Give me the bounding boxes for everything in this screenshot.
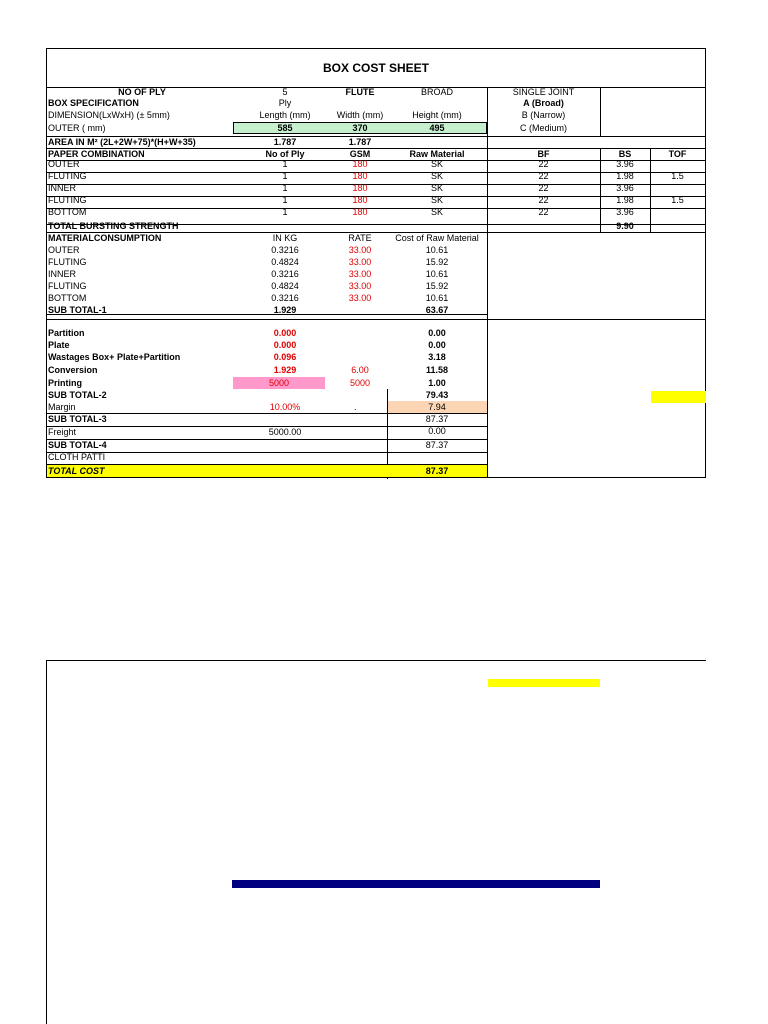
paper-row-gsm: 180 [352, 207, 368, 217]
paper-row-bf: 22 [538, 159, 549, 169]
paper-combination-header: PAPER COMBINATION [48, 149, 145, 159]
flute-label: FLUTE [345, 87, 375, 97]
material-row-rate: 33.00 [348, 257, 372, 267]
subtotal1-cost: 63.67 [425, 305, 449, 315]
material-row-layer: OUTER [48, 245, 80, 255]
paper-row-bs: 1.98 [616, 195, 634, 205]
paper-row-layer: OUTER [48, 159, 80, 169]
wastage-kg: 0.096 [273, 352, 297, 362]
outer-label: OUTER ( mm) [48, 123, 106, 133]
dimension-label: DIMENSION(LxWxH) (± 5mm) [48, 110, 170, 120]
conversion-rate: 6.00 [351, 365, 369, 375]
rate-header: RATE [348, 233, 372, 243]
partition-label: Partition [48, 328, 85, 338]
material-row-cost: 15.92 [425, 257, 449, 267]
material-row-rate: 33.00 [348, 245, 372, 255]
conversion-cost: 11.58 [425, 365, 449, 375]
paper-row-ply: 1 [282, 207, 288, 217]
subtotal2-label: SUB TOTAL-2 [48, 390, 107, 400]
area-label: AREA IN M² (2L+2W+75)*(H+W+35) [48, 137, 196, 147]
no-of-ply-value: 5 [282, 87, 288, 97]
paper-row-tof: 1.5 [671, 171, 684, 181]
material-row-rate: 33.00 [348, 269, 372, 279]
in-kg-header: IN KG [272, 233, 298, 243]
material-row-kg: 0.3216 [271, 269, 299, 279]
material-row-kg: 0.4824 [271, 281, 299, 291]
flute-c: C (Medium) [519, 123, 567, 133]
subtotal1-label: SUB TOTAL-1 [48, 305, 107, 315]
material-row-layer: FLUTING [48, 257, 87, 267]
paper-row-raw-material: SK [430, 183, 443, 193]
sheet-title: BOX COST SHEET [322, 61, 429, 75]
total-cost-value: 87.37 [425, 466, 449, 476]
paper-row-ply: 1 [282, 171, 288, 181]
subtotal3-value: 87.37 [425, 414, 449, 424]
paper-row-gsm: 180 [352, 171, 368, 181]
paper-row-bs: 1.98 [616, 171, 634, 181]
wastage-cost: 3.18 [428, 352, 446, 362]
partition-kg: 0.000 [273, 328, 297, 338]
subtotal4-label: SUB TOTAL-4 [48, 440, 107, 450]
flute-value: BROAD [420, 87, 453, 97]
paper-row-ply: 1 [282, 183, 288, 193]
material-row-kg: 0.3216 [271, 245, 299, 255]
subtotal1-kg: 1.929 [273, 305, 297, 315]
total-bs-value: 9.90 [616, 221, 634, 231]
paper-row-raw-material: SK [430, 159, 443, 169]
paper-row-raw-material: SK [430, 207, 443, 217]
flute-b: B (Narrow) [521, 110, 566, 120]
freight-label: Freight [48, 427, 77, 437]
subtotal3-label: SUB TOTAL-3 [48, 414, 107, 424]
conversion-kg: 1.929 [273, 365, 297, 375]
paper-row-raw-material: SK [430, 171, 443, 181]
yellow-bar [488, 679, 600, 687]
conversion-label: Conversion [48, 365, 98, 375]
margin-pct: 10.00% [269, 402, 301, 412]
material-row-kg: 0.4824 [271, 257, 299, 267]
flute-a: A (Broad) [523, 98, 564, 108]
printing-qty: 5000 [268, 378, 290, 388]
paper-row-bf: 22 [538, 183, 549, 193]
material-row-layer: FLUTING [48, 281, 87, 291]
raw-material-header: Raw Material [409, 149, 465, 159]
gsm-header: GSM [349, 149, 371, 159]
material-row-cost: 10.61 [425, 245, 449, 255]
material-header: MATERIALCONSUMPTION [48, 233, 162, 243]
no-of-ply-header: No of Ply [265, 149, 305, 159]
plate-label: Plate [48, 340, 70, 350]
bf-header: BF [537, 149, 550, 159]
paper-row-layer: BOTTOM [48, 207, 87, 217]
freight-cost: 0.00 [428, 426, 446, 436]
paper-row-bs: 3.96 [616, 207, 634, 217]
paper-row-gsm: 180 [352, 159, 368, 169]
paper-row-bs: 3.96 [616, 159, 634, 169]
joint-type: SINGLE JOINT [512, 87, 575, 97]
total-bs-label: TOTAL BURSTING STRENGTH [48, 221, 179, 231]
material-row-rate: 33.00 [348, 281, 372, 291]
paper-row-gsm: 180 [352, 195, 368, 205]
navy-bar [232, 880, 600, 888]
printing-label: Printing [48, 378, 82, 388]
paper-row-tof: 1.5 [671, 195, 684, 205]
printing-cost: 1.00 [428, 378, 446, 388]
total-cost-label: TOTAL COST [48, 466, 105, 476]
no-of-ply-label: NO OF PLY [118, 87, 166, 97]
width-value: 370 [352, 123, 368, 133]
subtotal2-value: 79.43 [425, 390, 449, 400]
area-value-2: 1.787 [348, 137, 372, 147]
printing-rate: 5000 [349, 378, 371, 388]
subtotal4-value: 87.37 [425, 440, 449, 450]
margin-label: Margin [48, 402, 76, 412]
paper-row-bf: 22 [538, 195, 549, 205]
height-value: 495 [429, 123, 445, 133]
paper-row-layer: INNER [48, 183, 77, 193]
area-value-1: 1.787 [273, 137, 297, 147]
material-row-rate: 33.00 [348, 293, 372, 303]
second-page [46, 660, 706, 1024]
paper-row-bf: 22 [538, 207, 549, 217]
paper-row-ply: 1 [282, 195, 288, 205]
length-label: Length (mm) [259, 110, 311, 120]
material-row-layer: INNER [48, 269, 77, 279]
cloth-patti-label: CLOTH PATTI [48, 452, 106, 462]
yellow-marker [651, 391, 706, 403]
wastage-label: Wastages Box+ Plate+Partition [48, 352, 181, 362]
margin-cost: 7.94 [428, 402, 446, 412]
height-label: Height (mm) [412, 110, 462, 120]
material-row-layer: BOTTOM [48, 293, 87, 303]
material-row-cost: 10.61 [425, 269, 449, 279]
paper-row-layer: FLUTING [48, 171, 87, 181]
paper-row-ply: 1 [282, 159, 288, 169]
plate-kg: 0.000 [273, 340, 297, 350]
paper-row-layer: FLUTING [48, 195, 87, 205]
length-value: 585 [277, 123, 293, 133]
ply-label: Ply [278, 98, 292, 108]
paper-row-bs: 3.96 [616, 183, 634, 193]
material-row-cost: 15.92 [425, 281, 449, 291]
bs-header: BS [618, 149, 632, 159]
paper-row-raw-material: SK [430, 195, 443, 205]
partition-cost: 0.00 [428, 328, 446, 338]
paper-row-gsm: 180 [352, 183, 368, 193]
tof-header: TOF [668, 149, 687, 159]
raw-cost-header: Cost of Raw Material [395, 233, 479, 243]
width-label: Width (mm) [336, 110, 384, 120]
material-row-kg: 0.3216 [271, 293, 299, 303]
box-spec-label: BOX SPECIFICATION [48, 98, 139, 108]
plate-cost: 0.00 [428, 340, 446, 350]
freight-qty: 5000.00 [268, 427, 302, 437]
material-row-cost: 10.61 [425, 293, 449, 303]
box-cost-sheet [46, 48, 706, 478]
paper-row-bf: 22 [538, 171, 549, 181]
margin-dot: . [354, 402, 357, 412]
